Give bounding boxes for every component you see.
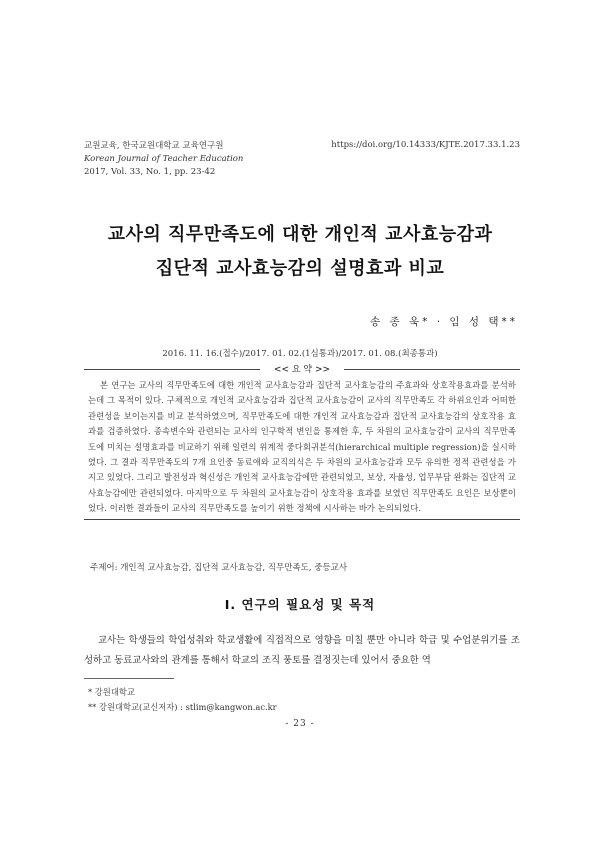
journal-name-korean: 교원교육, 한국교원대학교 교육연구원 [84,141,224,151]
abstract-text: 본 연구는 교사의 직무만족도에 대한 개인적 교사효능감과 집단적 교사효능감의 주효과와 상호작용효과를 분석하는데 그 목적이 있다. 구체적으로 개인적 교사효능감과 집단적 교사효능감이 교사의 직무만족도 각 하위요인과 어떠한 관련성을 보이는지를 비교 분석하였으며, 직무만족도에 대한 개인적 교사효능감과 집단적 교사효능감의 상호작용 효과를 검증하였다. 종속변수와 관련되는 교사의 인구학적 변인을 통제한 후, 두 차원의 교사효능감이 교사의 직무만족도에 미치는 설명효과를 비교하기 위해 일련의 위계적 중다회귀분석(hierarchical multiple regression)을 실시하였다. 그 결과 직무만족도의 7개 요인중 동료애와 교직의식은 두 차원의 교사효능감과 모두 유의한 정적 관련성을 가지고 있었다. 그리고 발전성과 혁신성은 개인적 교사효능감에만 관련되었고, 보상, 자율성, 업무부담 완화는 집단적 교사효능감에만 관련되었다. 마지막으로 두 차원의 교사효능감이 상호작용 효과를 보였던 직무만족도 요인은 보상뿐이었다. 이러한 결과들이 교사의 직무만족도를 높이기 위한 정책에 시사하는 바가 논의되었다. [88,380,516,514]
keywords: 주제어: 개인적 교사효능감, 집단적 교사효능감, 직무만족도, 중등교사 [90,563,348,573]
section-body-text: 교사는 학생들의 학업성취와 학교생활에 직접적으로 영향을 미칠 뿐만 아니라 학급 및 수업분위기를 조성하고 동료교사와의 관계를 통해서 학교의 조직 풍토를 결정짓는데 있어서 중요한 역 [84,635,520,666]
author-list: 송 종 욱* · 임 성 택** [370,316,518,328]
abstract-heading [84,362,520,376]
paper-title [60,218,540,286]
abstract-block [84,362,520,520]
footnote-rule [84,678,174,679]
journal-name-english: Korean Journal of Teacher Education [84,154,244,164]
abstract-heading-label: << 요 약 >> [273,365,331,375]
paper-title-line-1: 교사의 직무만족도에 대한 개인적 교사효능감과 [107,224,493,245]
journal-header [84,140,243,179]
section-title: Ⅰ. 연구의 필요성 및 목적 [224,597,376,612]
abstract-rule-right [344,369,520,370]
footnote-1: * 강원대학교 [88,687,135,697]
paper-title-line-2: 집단적 교사효능감의 설명효과 비교 [155,258,445,279]
abstract-rule-bottom [84,519,520,520]
footnotes [88,685,277,715]
abstract-rule-left [84,369,260,370]
page-number: - 23 - [285,719,315,729]
journal-volume: 2017, Vol. 33, No. 1, pp. 23-42 [84,167,216,177]
submission-dates: 2016. 11. 16.(접수)/2017. 01. 02.(1심통과)/2017. 01. 08.(최종통과) [162,349,438,359]
footnote-2: ** 강원대학교(교신저자) : stlim@kangwon.ac.kr [88,702,277,712]
doi-link[interactable]: https://doi.org/10.14333/KJTE.2017.33.1.23 [331,140,520,150]
